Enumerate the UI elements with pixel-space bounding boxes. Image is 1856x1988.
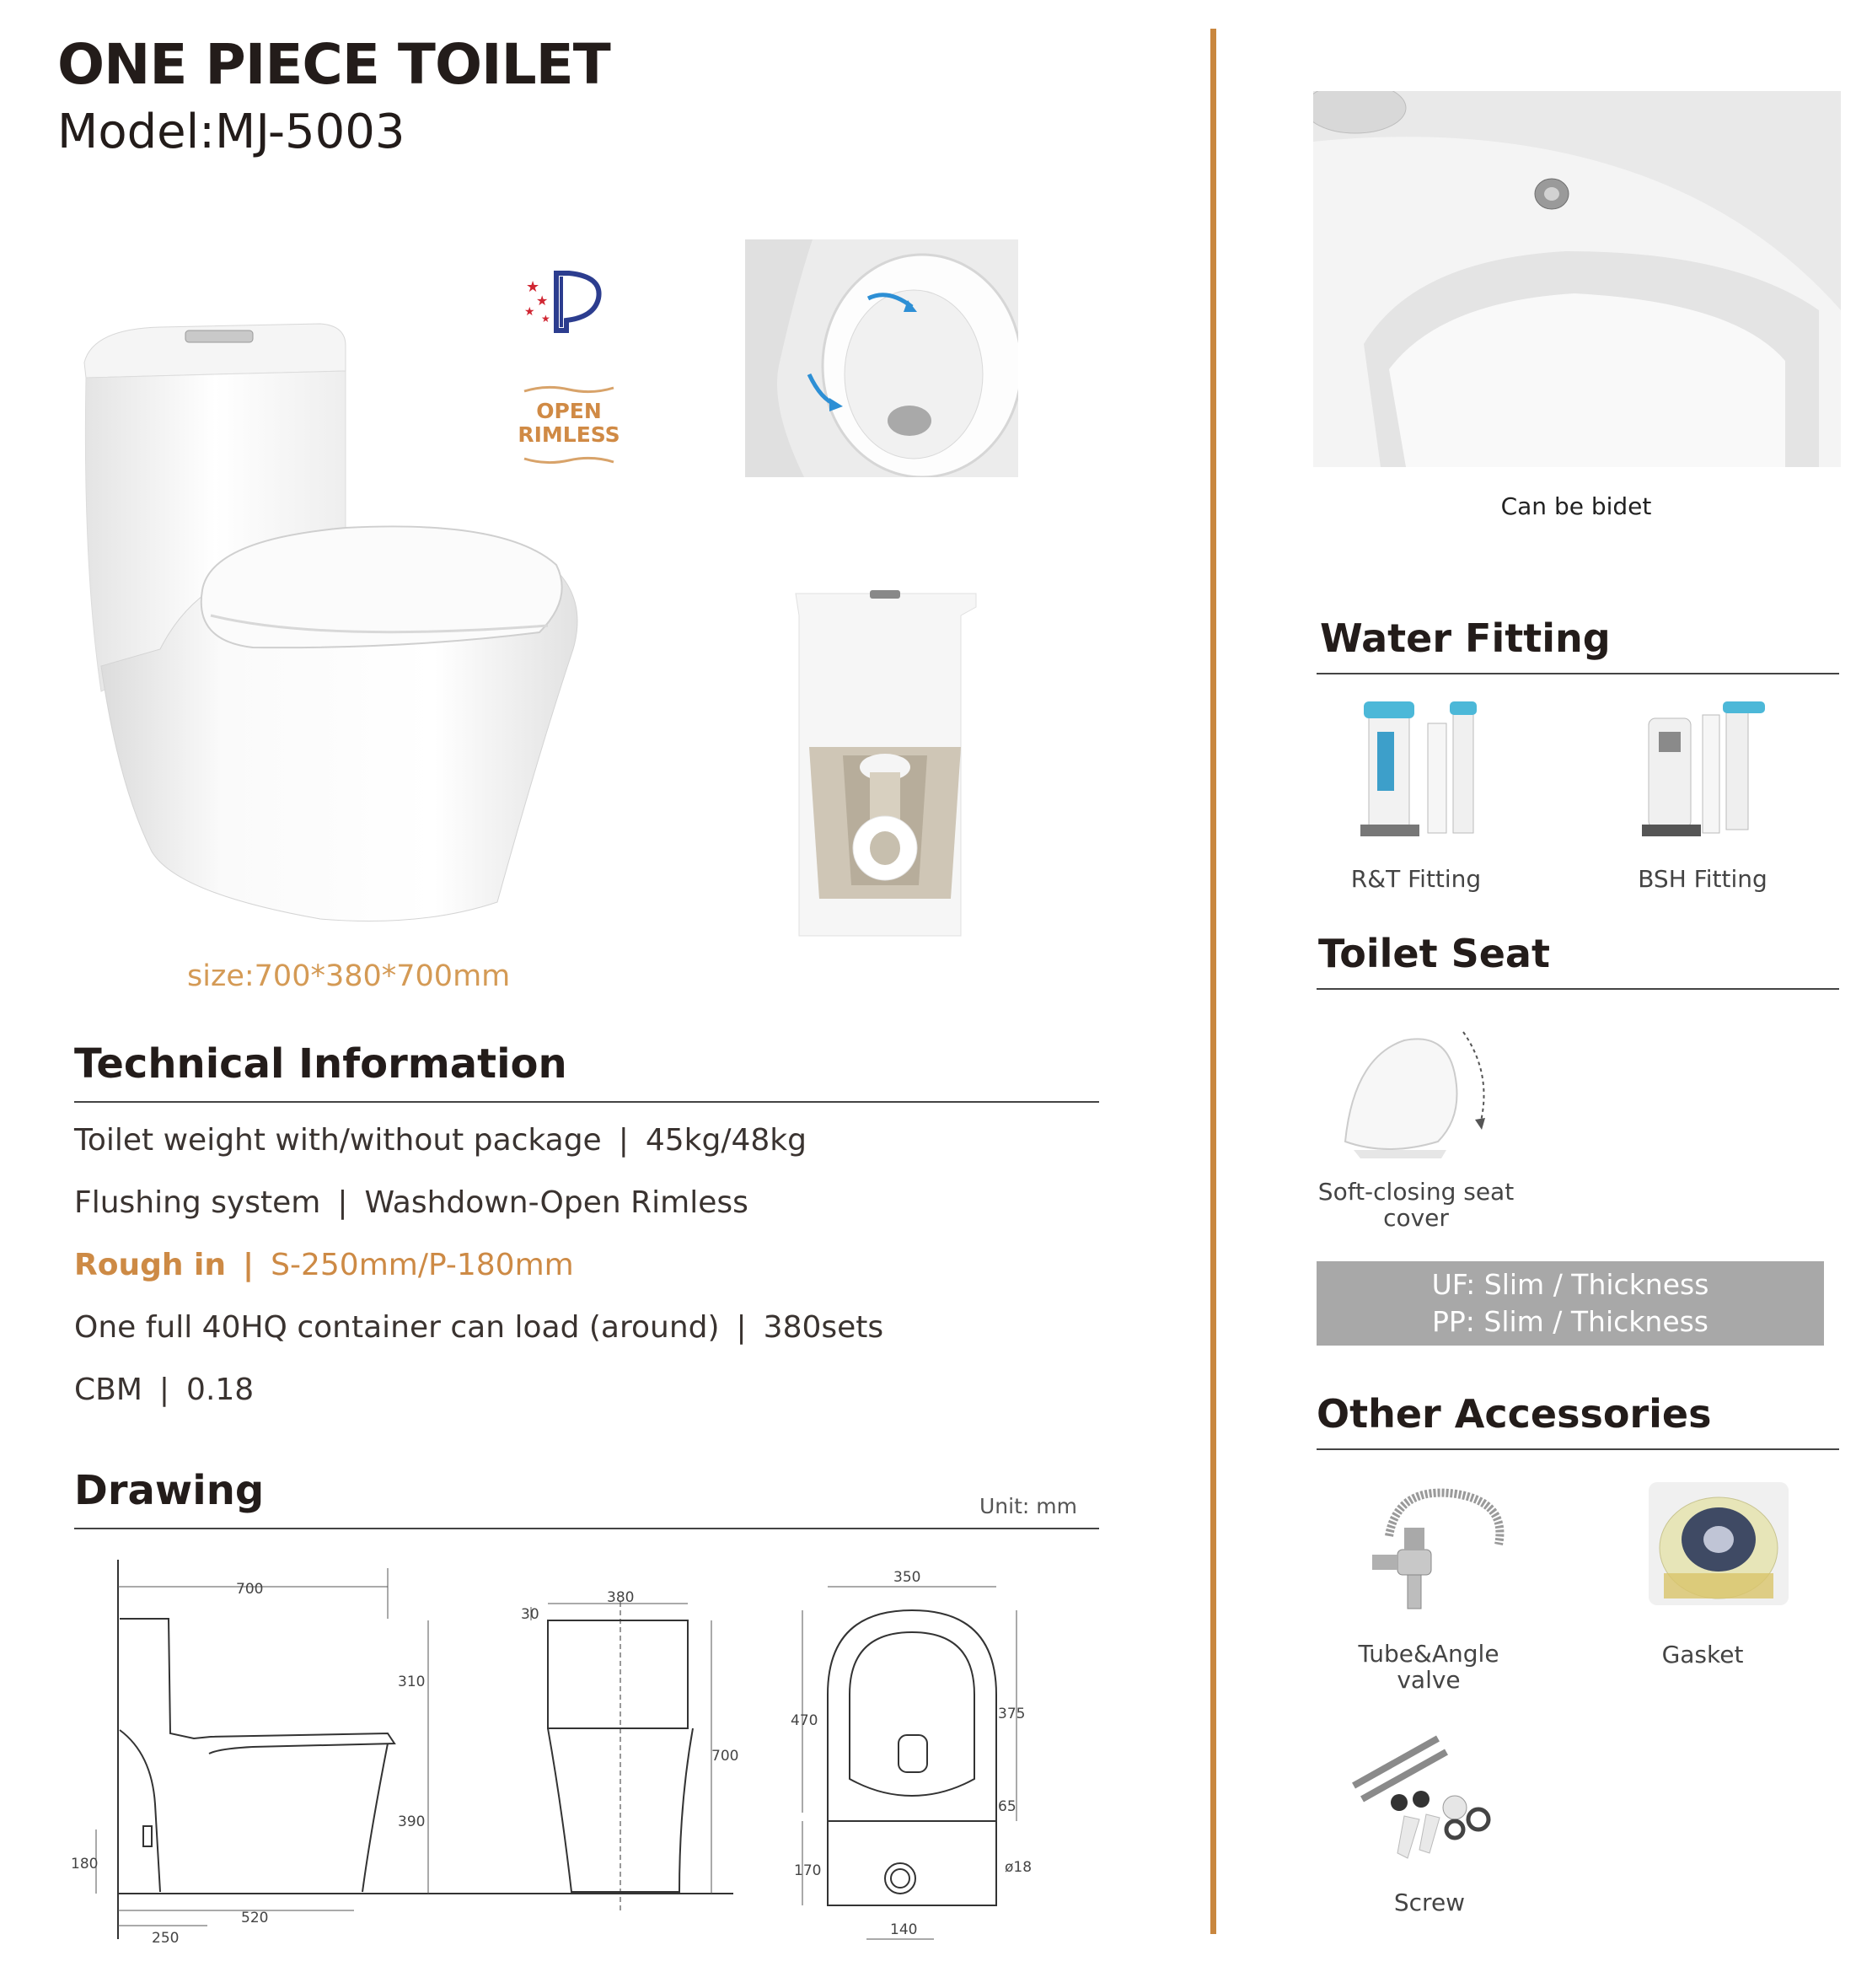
dim-side-tank: 310 [398, 1674, 426, 1690]
screw-caption: Screw [1393, 1889, 1466, 1916]
technical-heading: Technical Information [74, 1040, 567, 1088]
seat-caption-line2: cover [1383, 1204, 1449, 1232]
spec-label: CBM [74, 1373, 142, 1407]
badge-line1: OPEN [536, 399, 602, 423]
seat-option-pp: PP: Slim / Thickness [1431, 1305, 1709, 1338]
dim-front-width: 380 [607, 1589, 635, 1606]
rt-fitting-image [1360, 698, 1495, 841]
spec-row-container [74, 1310, 883, 1345]
drawing-unit: Unit: mm [979, 1494, 1077, 1518]
svg-text:★: ★ [536, 293, 549, 309]
seat-options-box [1317, 1261, 1824, 1346]
dim-top-outlet: 170 [794, 1862, 822, 1879]
dim-top-seat: 375 [998, 1706, 1026, 1722]
dim-front-top: 30 [521, 1606, 539, 1623]
soft-close-seat-image [1337, 1024, 1497, 1167]
model-number: Model:MJ-5003 [57, 105, 405, 159]
dim-side-outlet: 180 [71, 1856, 99, 1872]
toilet-seat-heading: Toilet Seat [1318, 931, 1550, 976]
screw-set-image [1345, 1735, 1509, 1862]
technical-drawing [67, 1551, 1079, 1948]
spec-separator: | [337, 1185, 348, 1220]
bsh-fitting-image [1639, 698, 1773, 841]
dim-top-width: 350 [893, 1569, 921, 1586]
dim-top-depth: 470 [791, 1712, 818, 1729]
spec-separator: | [158, 1373, 170, 1407]
column-divider [1210, 29, 1216, 1934]
gasket-image [1647, 1480, 1790, 1607]
tube-angle-valve-image [1364, 1477, 1507, 1620]
wave-bottom-icon [523, 455, 615, 465]
spec-separator: | [242, 1248, 255, 1282]
dim-top-diameter: ø18 [1005, 1859, 1033, 1876]
other-accessories-heading: Other Accessories [1317, 1391, 1712, 1437]
svg-text:★: ★ [541, 313, 550, 325]
page-title: ONE PIECE TOILET [57, 32, 610, 97]
seat-option-uf: UF: Slim / Thickness [1431, 1268, 1709, 1301]
tube-valve-caption [1332, 1641, 1526, 1693]
spec-value: 380sets [763, 1310, 884, 1345]
spec-row-cbm [74, 1373, 254, 1407]
spec-label: Flushing system [74, 1185, 321, 1220]
open-rimless-badge [516, 376, 622, 470]
rt-fitting-label: R&T Fitting [1350, 865, 1482, 893]
dim-side-bowl: 390 [398, 1813, 426, 1830]
soft-close-seat-caption [1315, 1179, 1517, 1231]
toilet-seat-rule [1317, 988, 1839, 990]
spec-value: 0.18 [186, 1373, 255, 1407]
dim-top-holes: 65 [998, 1798, 1017, 1815]
quality-mark-logo [523, 268, 607, 334]
dim-top-spacing: 140 [890, 1921, 918, 1938]
water-fitting-heading: Water Fitting [1320, 615, 1611, 661]
tube-caption-line2: valve [1397, 1666, 1461, 1694]
dim-front-height: 700 [711, 1748, 739, 1765]
spec-row-rough-in [74, 1248, 574, 1282]
spec-row-flushing [74, 1185, 748, 1220]
dim-side-base: 520 [241, 1910, 269, 1926]
drawing-heading: Drawing [74, 1467, 265, 1514]
badge-line2: RIMLESS [518, 422, 620, 447]
spec-row-weight [74, 1123, 807, 1158]
water-fitting-rule [1317, 673, 1839, 674]
bidet-nozzle-image [1313, 91, 1841, 467]
spec-separator: | [736, 1310, 747, 1345]
dim-side-roughin: 250 [152, 1930, 180, 1947]
product-size: size:700*380*700mm [187, 959, 511, 993]
other-accessories-rule [1317, 1448, 1839, 1450]
toilet-bottom-image [792, 590, 979, 938]
tube-caption-line1: Tube&Angle [1358, 1640, 1499, 1668]
spec-label: One full 40HQ container can load (around) [74, 1310, 720, 1345]
bidet-caption: Can be bidet [1500, 492, 1652, 520]
gasket-caption: Gasket [1661, 1641, 1744, 1668]
spec-value: S-250mm/P-180mm [271, 1248, 574, 1282]
spec-separator: | [618, 1123, 629, 1158]
spec-value: Washdown-Open Rimless [364, 1185, 748, 1220]
spec-value: 45kg/48kg [645, 1123, 807, 1158]
svg-text:★: ★ [524, 305, 535, 319]
spec-label: Toilet weight with/without package [74, 1123, 602, 1158]
seat-caption-line1: Soft-closing seat [1317, 1178, 1515, 1206]
drawing-rule [74, 1528, 1099, 1529]
technical-rule [74, 1101, 1099, 1103]
spec-label: Rough in [74, 1248, 226, 1282]
wave-top-icon [523, 384, 615, 395]
rimless-bowl-image [745, 239, 1018, 477]
dim-side-width: 700 [236, 1581, 264, 1598]
svg-text:★: ★ [526, 278, 540, 296]
bsh-fitting-label: BSH Fitting [1638, 865, 1767, 893]
